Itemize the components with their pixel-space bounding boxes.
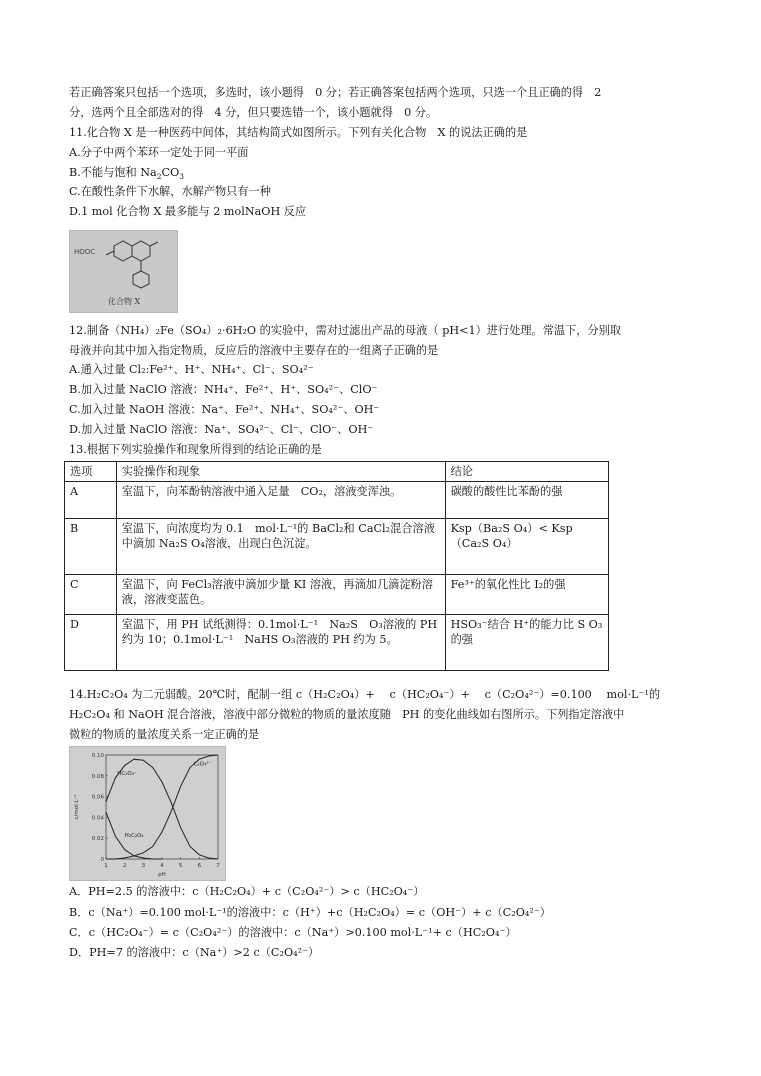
x-axis-label: pH: [158, 872, 166, 878]
header-option: 选项: [65, 462, 117, 482]
q12-option-b: B.加入过量 NaClO 溶液：NH₄⁺、Fe²⁺、H⁺、SO₄²⁻、ClO⁻: [69, 383, 378, 396]
header-conclusion: 结论: [445, 462, 608, 482]
row-a-operation: 室温下，向苯酚钠溶液中通入足量 CO₂，溶液变浑浊。: [116, 482, 445, 519]
q12-option-a: A.通入过量 Cl₂:Fe²⁺、H⁺、NH₄⁺、Cl⁻、SO₄²⁻: [69, 363, 314, 376]
q12-line-2: 母液并向其中加入指定物质，反应后的溶液中主要存在的一组离子正确的是: [69, 344, 439, 357]
q13-table: [64, 461, 609, 671]
y-tick-label: 0: [100, 857, 104, 863]
row-c-operation: 室温下，向 FeCl₃溶液中滴加少量 KI 溶液，再滴加几滴淀粉溶液，溶液变蓝色。: [116, 575, 445, 615]
table-row: [65, 482, 609, 519]
table-row: [65, 615, 609, 671]
q14-line-2: H₂C₂O₄ 和 NaOH 混合溶液，溶液中部分微粒的物质的量浓度随 PH 的变化曲线如右图所示。下列指定溶液中: [69, 708, 625, 721]
q12-line-1: 12.制备（NH₄）₂Fe（SO₄）₂·6H₂O 的实验中，需对过滤出产品的母液（ pH<1）进行处理。常温下，分别取: [69, 324, 622, 337]
q12-option-c: C.加入过量 NaOH 溶液：Na⁺、Fe²⁺、NH₄⁺、SO₄²⁻、OH⁻: [69, 403, 380, 416]
table-header-row: [65, 462, 609, 482]
x-tick-label: 3: [141, 863, 146, 869]
q11-option-b-subscript-1: 2: [156, 172, 162, 182]
x-tick-label: 1: [104, 863, 108, 869]
intro-line-2: 分，选两个且全部选对的得 4 分，但只要选错一个，该小题就得 0 分。: [69, 106, 438, 119]
intro-line-1: 若正确答案只包括一个选项，多选时，该小题得 0 分；若正确答案包括两个选项，只选一个且正确的得 2: [69, 86, 602, 99]
x-tick-label: 2: [122, 863, 127, 869]
header-operation: 实验操作和现象: [116, 462, 445, 482]
x-tick-label: 5: [178, 863, 183, 869]
q11-option-c: C.在酸性条件下水解，水解产物只有一种: [69, 185, 271, 198]
y-tick-label: 0.06: [91, 794, 104, 801]
ph-distribution-chart: [69, 746, 226, 881]
q11-stem: 11.化合物 X 是一种医药中间体，其结构简式如图所示。下列有关化合物 X 的说法正确的是: [69, 126, 528, 139]
q11-option-d: D.1 mol 化合物 X 最多能与 2 molNaOH 反应: [69, 205, 307, 218]
row-d-conclusion: HSO₃⁻结合 H⁺的能力比 S O₃的强: [445, 615, 608, 671]
q14-option-b: B．c（Na⁺）=0.100 mol·L⁻¹的溶液中：c（H⁺）+c（H₂C₂O₄）= c（OH⁻）+ c（C₂O₄²⁻）: [69, 906, 551, 919]
row-c-option: C: [65, 575, 117, 615]
row-d-operation: 室温下，用 PH 试纸测得：0.1mol·L⁻¹ Na₂S O₃溶液的 PH 约为 10；0.1mol·L⁻¹ NaHS O₃溶液的 PH 约为 5。: [116, 615, 445, 671]
q12-option-d: D.加入过量 NaClO 溶液：Na⁺、SO₄²⁻、Cl⁻、ClO⁻、OH⁻: [69, 423, 374, 436]
pyranone-ring: [132, 241, 150, 261]
chart-svg: [70, 747, 225, 880]
q14-line-1: 14.H₂C₂O₄ 为二元弱酸。20℃时，配制一组 c（H₂C₂O₄）+ c（HC₂O₄⁻）+ c（C₂O₄²⁻）=0.100 mol·L⁻¹的: [69, 688, 661, 701]
y-tick-label: 0.10: [91, 753, 104, 759]
y-tick-label: 0.08: [91, 773, 104, 780]
row-b-conclusion: Ksp（Ba₂S O₄）< Ksp（Ca₂S O₄）: [445, 519, 608, 575]
row-a-option: A: [65, 482, 117, 519]
q14-option-d: D．PH=7 的溶液中：c（Na⁺）>2 c（C₂O₄²⁻）: [69, 946, 320, 959]
q11-option-b-text-1: B.不能与饱和 Na: [69, 166, 157, 179]
table-row: [65, 575, 609, 615]
carboxyl-bond: [106, 251, 114, 255]
y-axis-label: c/mol·L⁻¹: [74, 794, 80, 820]
q11-option-b: [69, 166, 184, 180]
row-d-option: D: [65, 615, 117, 671]
x-tick-label: 7: [216, 863, 220, 869]
q11-option-b-text-2: CO: [161, 166, 180, 179]
row-b-option: B: [65, 519, 117, 575]
q11-option-a: A.分子中两个苯环一定处于同一平面: [69, 146, 249, 159]
row-c-conclusion: Fe³⁺的氧化性比 I₂的强: [445, 575, 608, 615]
table-row: [65, 519, 609, 575]
q14-option-c: C．c（HC₂O₄⁻）= c（C₂O₄²⁻）的溶液中：c（Na⁺）>0.100 mol·L⁻¹+ c（HC₂O₄⁻）: [69, 926, 517, 939]
figure-caption: 化合物 X: [108, 297, 141, 306]
hooc-label: HOOC: [74, 248, 96, 256]
x-tick-label: 6: [197, 863, 202, 869]
compound-x-figure: [69, 230, 178, 313]
row-a-conclusion: 碳酸的酸性比苯酚的强: [445, 482, 608, 519]
row-b-operation: 室温下，向浓度均为 0.1 mol·L⁻¹的 BaCl₂和 CaCl₂混合溶液中滴加 Na₂S O₄溶液，出现白色沉淀。: [116, 519, 445, 575]
q11-option-b-subscript-2: 3: [179, 172, 185, 182]
q13-stem: 13.根据下列实验操作和现象所得到的结论正确的是: [69, 443, 322, 456]
q14-line-3: 微粒的物质的量浓度关系一定正确的是: [69, 728, 260, 741]
series-label-2: C₂O₄²⁻: [193, 761, 212, 768]
y-tick-label: 0.02: [91, 836, 104, 843]
benzene-ring-1: [114, 241, 132, 261]
series-label-1: HC₂O₄⁻: [117, 770, 137, 777]
y-tick-label: 0.04: [91, 815, 104, 822]
q14-option-a: A．PH=2.5 的溶液中：c（H₂C₂O₄）+ c（C₂O₄²⁻）> c（HC₂O₄⁻）: [69, 885, 425, 898]
benzene-ring-2: [133, 271, 149, 288]
carbonyl-bond: [150, 242, 158, 246]
x-tick-label: 4: [160, 863, 164, 869]
series-label-3: H₂C₂O₄: [124, 833, 144, 840]
